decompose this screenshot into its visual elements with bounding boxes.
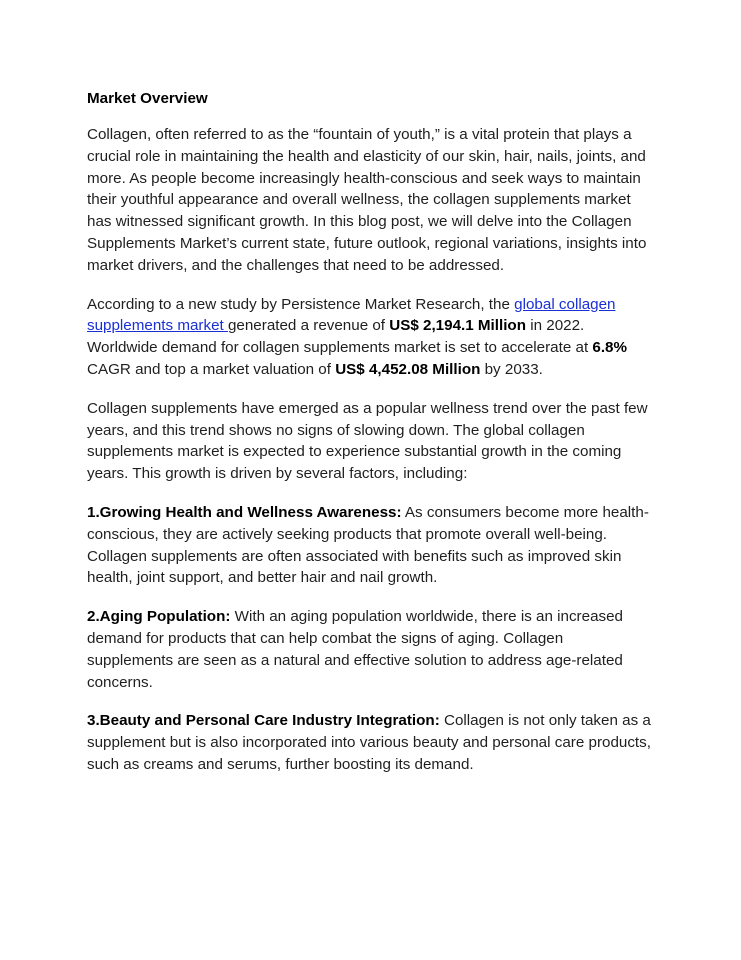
article-body bbox=[87, 88, 653, 793]
market-stats-paragraph bbox=[87, 294, 653, 381]
stats-text-2: generated a revenue of bbox=[227, 317, 390, 335]
driver-item-1 bbox=[87, 502, 653, 589]
cagr-value: 6.8% bbox=[592, 339, 628, 357]
section-title: Market Overview bbox=[87, 90, 208, 107]
driver-heading-2: 2.Aging Population: bbox=[87, 608, 231, 626]
stats-text-1: According to a new study by Persistence Market Research, the bbox=[87, 295, 515, 313]
global-collagen-market-link[interactable]: global collagen supplements market bbox=[87, 295, 616, 335]
driver-text-2: With an aging population worldwide, there is an increased demand for products that can help combat the signs of aging. Collagen supplements are seen as a natural and effective solution to address age-related concerns. bbox=[87, 608, 623, 691]
driver-heading-1: 1.Growing Health and Wellness Awareness: bbox=[87, 503, 402, 521]
stats-text-3: in 2022. Worldwide demand for collagen supplements market is set to accelerate at bbox=[87, 317, 593, 357]
driver-heading-3: 3.Beauty and Personal Care Industry Integration: bbox=[87, 712, 440, 730]
driver-item-3 bbox=[87, 710, 653, 775]
trend-paragraph: Collagen supplements have emerged as a popular wellness trend over the past few years, and this trend shows no signs of slowing down. The global collagen supplements market is expected to experience substantial growth in the coming years. This growth is driven by several factors, including: bbox=[87, 399, 648, 483]
driver-text-3: Collagen is not only taken as a supplement but is also incorporated into various beauty and personal care products, such as creams and serums, further boosting its demand. bbox=[87, 712, 651, 773]
valuation-2033-value: US$ 4,452.08 Million bbox=[335, 360, 481, 378]
driver-item-2 bbox=[87, 606, 653, 693]
stats-text-4: CAGR and top a market valuation of bbox=[87, 360, 336, 378]
revenue-2022-value: US$ 2,194.1 Million bbox=[389, 317, 526, 335]
intro-paragraph: Collagen, often referred to as the “fountain of youth,” is a vital protein that plays a crucial role in maintaining the health and elasticity of our skin, hair, nails, joints, and more. As people become increasingly health-conscious and seek ways to maintain their youthful appearance and overall wellness, the collagen supplements market has witnessed significant growth. In this blog post, we will delve into the Collagen Supplements Market’s current state, future outlook, regional variations, insights into market drivers, and the challenges that need to be addressed. bbox=[87, 126, 647, 274]
driver-text-1: As consumers become more health-conscious, they are actively seeking products that promote overall well-being. Collagen supplements are often associated with benefits such as improved skin health, joint support, and better hair and nail growth. bbox=[87, 503, 649, 587]
stats-text-5: by 2033. bbox=[480, 360, 543, 378]
